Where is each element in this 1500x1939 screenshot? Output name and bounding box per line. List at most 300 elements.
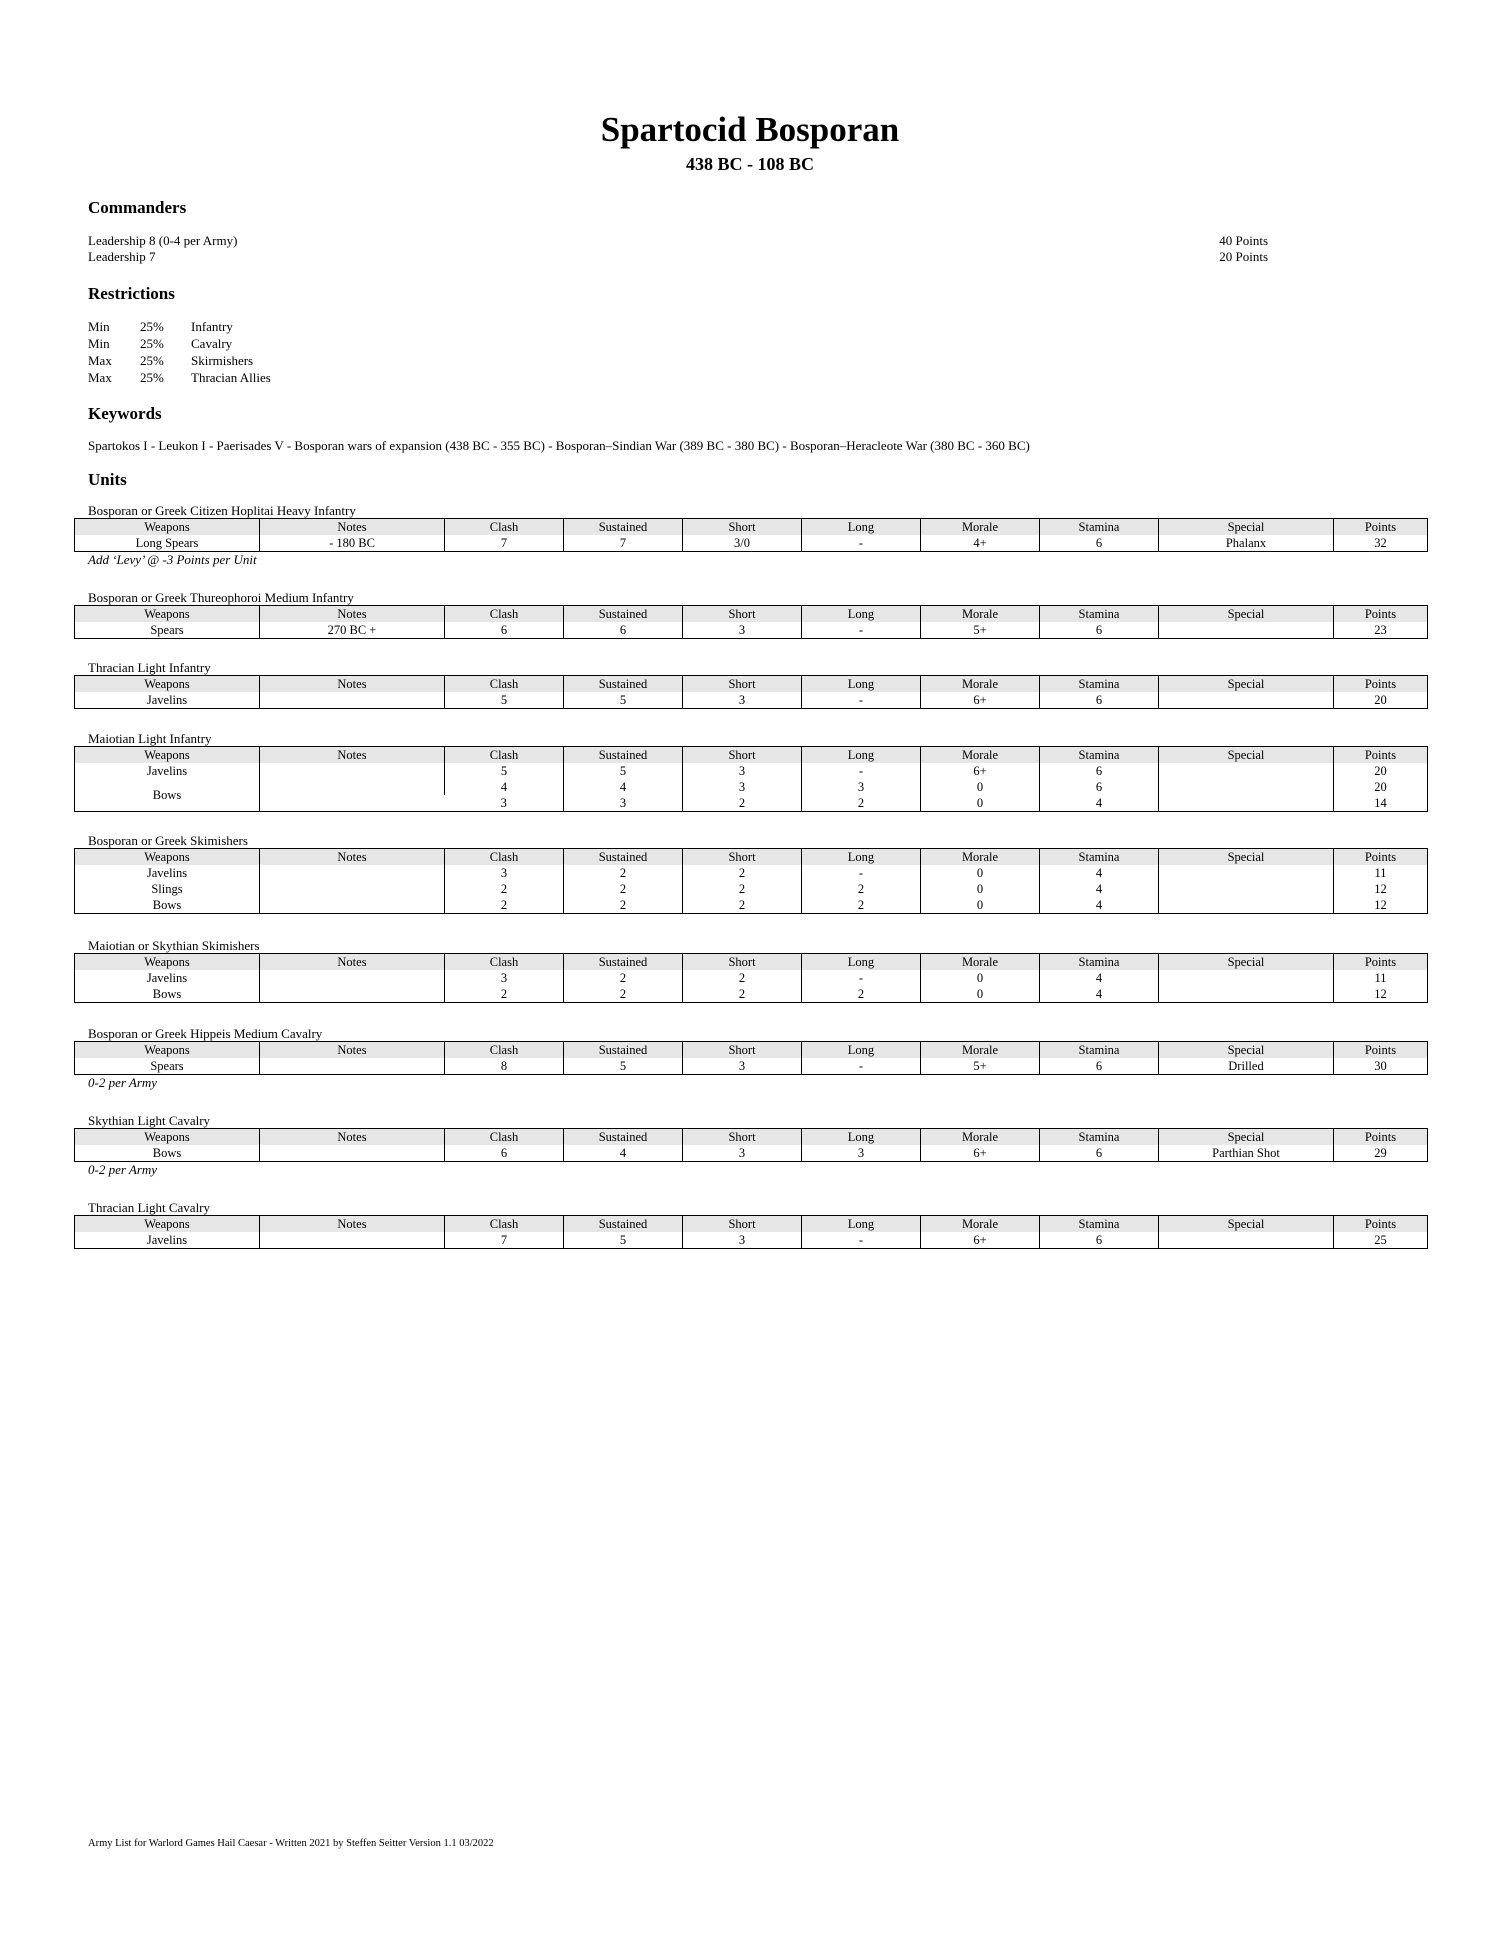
cell-weapons: Spears xyxy=(150,623,184,637)
cell-stamina: 6 xyxy=(1040,535,1159,552)
cell-morale: 6+ xyxy=(921,1232,1040,1249)
cell-sustained: 2 xyxy=(564,970,683,986)
restriction-percent: 25% xyxy=(140,336,164,351)
column-header-weapons: Weapons xyxy=(144,850,190,864)
cell-sustained: 5 xyxy=(564,763,683,779)
column-header-stamina: Stamina xyxy=(1040,954,1159,971)
cell-short: 3 xyxy=(683,1058,802,1075)
cell-points: 20 xyxy=(1334,763,1428,779)
cell-short: 3 xyxy=(683,763,802,779)
column-header-notes: Notes xyxy=(260,1129,445,1146)
column-header-clash: Clash xyxy=(445,1129,564,1146)
cell-short: 3 xyxy=(683,1145,802,1162)
cell-points: 23 xyxy=(1334,622,1428,639)
cell-clash: 3 xyxy=(445,970,564,986)
column-header-morale: Morale xyxy=(921,849,1040,866)
cell-notes xyxy=(260,1232,445,1249)
column-header-sustained: Sustained xyxy=(564,849,683,866)
cell-long: - xyxy=(802,1058,921,1075)
column-header-sustained: Sustained xyxy=(564,606,683,623)
cell-points: 11 xyxy=(1334,865,1428,881)
cell-special xyxy=(1159,692,1334,709)
commander-label: Leadership 7 xyxy=(88,249,156,264)
table-header-row xyxy=(75,747,1428,764)
cell-morale: 0 xyxy=(921,881,1040,897)
cell-special xyxy=(1159,881,1334,897)
cell-long: - xyxy=(802,622,921,639)
table-header-row xyxy=(75,954,1428,971)
cell-morale: 6+ xyxy=(921,763,1040,779)
column-header-notes: Notes xyxy=(260,606,445,623)
cell-points: 12 xyxy=(1334,897,1428,914)
table-row xyxy=(75,865,1428,881)
column-header-points: Points xyxy=(1334,954,1428,971)
column-header-special: Special xyxy=(1159,954,1334,971)
column-header-morale: Morale xyxy=(921,676,1040,693)
cell-stamina: 6 xyxy=(1040,779,1159,795)
column-header-stamina: Stamina xyxy=(1040,747,1159,764)
column-header-clash: Clash xyxy=(445,849,564,866)
page-title: Spartocid Bosporan xyxy=(600,110,900,149)
unit-name: Skythian Light Cavalry xyxy=(88,1113,211,1128)
column-header-long: Long xyxy=(802,747,921,764)
commander-points: 40 Points xyxy=(1219,233,1268,248)
column-header-clash: Clash xyxy=(445,676,564,693)
unit-block xyxy=(74,833,1428,914)
column-header-points: Points xyxy=(1334,849,1428,866)
cell-morale: 5+ xyxy=(921,622,1040,639)
cell-short: 2 xyxy=(683,881,802,897)
cell-notes xyxy=(260,897,445,914)
units-heading: Units xyxy=(88,470,127,489)
cell-morale: 0 xyxy=(921,795,1040,812)
column-header-special: Special xyxy=(1159,676,1334,693)
column-header-short: Short xyxy=(683,1216,802,1233)
cell-special xyxy=(1159,865,1334,881)
cell-sustained: 6 xyxy=(564,622,683,639)
cell-sustained: 5 xyxy=(564,692,683,709)
cell-long: 2 xyxy=(802,986,921,1003)
cell-notes: - 180 BC xyxy=(260,535,445,552)
cell-special xyxy=(1159,897,1334,914)
cell-long: - xyxy=(802,535,921,552)
unit-stats-table xyxy=(74,953,1428,1003)
cell-special: Phalanx xyxy=(1159,535,1334,552)
cell-clash: 2 xyxy=(445,881,564,897)
restriction-category: Skirmishers xyxy=(191,353,254,368)
cell-points: 32 xyxy=(1334,535,1428,552)
cell-weapons: Javelins xyxy=(146,764,188,778)
unit-block xyxy=(74,1200,1428,1249)
cell-sustained: 7 xyxy=(564,535,683,552)
column-header-special: Special xyxy=(1159,747,1334,764)
cell-weapons: Javelins xyxy=(146,971,188,985)
column-header-weapons: Weapons xyxy=(144,520,190,534)
cell-stamina: 4 xyxy=(1040,986,1159,1003)
cell-clash: 7 xyxy=(445,535,564,552)
column-header-sustained: Sustained xyxy=(564,676,683,693)
unit-stats-table xyxy=(74,848,1428,914)
restriction-type: Min xyxy=(88,319,110,334)
cell-special xyxy=(1159,970,1334,986)
restriction-type: Max xyxy=(88,353,112,368)
cell-weapons: Javelins xyxy=(146,866,188,880)
column-header-notes: Notes xyxy=(260,1042,445,1059)
cell-sustained: 2 xyxy=(564,986,683,1003)
cell-morale: 0 xyxy=(921,986,1040,1003)
table-row xyxy=(75,779,1428,795)
column-header-short: Short xyxy=(683,747,802,764)
cell-short: 3/0 xyxy=(683,535,802,552)
column-header-long: Long xyxy=(802,954,921,971)
commander-points: 20 Points xyxy=(1219,249,1268,264)
column-header-clash: Clash xyxy=(445,747,564,764)
column-header-clash: Clash xyxy=(445,1216,564,1233)
cell-special xyxy=(1159,986,1334,1003)
table-row xyxy=(75,692,1428,709)
column-header-sustained: Sustained xyxy=(564,747,683,764)
cell-notes xyxy=(260,763,445,779)
cell-stamina: 6 xyxy=(1040,622,1159,639)
cell-notes xyxy=(260,1145,445,1162)
table-row xyxy=(75,970,1428,986)
cell-stamina: 4 xyxy=(1040,865,1159,881)
restriction-type: Max xyxy=(88,370,112,385)
cell-clash: 6 xyxy=(445,1145,564,1162)
unit-block xyxy=(74,731,1428,812)
column-header-stamina: Stamina xyxy=(1040,849,1159,866)
cell-stamina: 6 xyxy=(1040,1232,1159,1249)
column-header-special: Special xyxy=(1159,1129,1334,1146)
unit-block xyxy=(74,660,1428,709)
cell-long: - xyxy=(802,865,921,881)
cell-morale: 0 xyxy=(921,779,1040,795)
cell-morale: 6+ xyxy=(921,1145,1040,1162)
cell-stamina: 4 xyxy=(1040,881,1159,897)
unit-block xyxy=(74,938,1428,1003)
keywords-heading: Keywords xyxy=(88,404,162,423)
column-header-special: Special xyxy=(1159,519,1334,536)
cell-weapons: Javelins xyxy=(146,693,188,707)
column-header-stamina: Stamina xyxy=(1040,676,1159,693)
cell-stamina: 4 xyxy=(1040,897,1159,914)
column-header-sustained: Sustained xyxy=(564,1129,683,1146)
cell-weapons: Bows xyxy=(152,1146,182,1160)
cell-stamina: 6 xyxy=(1040,1058,1159,1075)
cell-long: 3 xyxy=(802,1145,921,1162)
column-header-notes: Notes xyxy=(260,849,445,866)
cell-points: 20 xyxy=(1334,692,1428,709)
cell-notes xyxy=(260,779,445,812)
page-subtitle-date-range: 438 BC - 108 BC xyxy=(685,154,814,174)
unit-stats-table xyxy=(74,1041,1428,1075)
cell-long: - xyxy=(802,763,921,779)
cell-short: 3 xyxy=(683,779,802,795)
commander-row xyxy=(88,249,1380,265)
column-header-long: Long xyxy=(802,1042,921,1059)
cell-special xyxy=(1159,1232,1334,1249)
cell-special xyxy=(1159,763,1334,779)
column-header-long: Long xyxy=(802,1216,921,1233)
column-header-notes: Notes xyxy=(260,1216,445,1233)
column-header-stamina: Stamina xyxy=(1040,1216,1159,1233)
column-header-special: Special xyxy=(1159,849,1334,866)
cell-clash: 6 xyxy=(445,622,564,639)
column-header-stamina: Stamina xyxy=(1040,1042,1159,1059)
unit-name: Bosporan or Greek Skimishers xyxy=(88,833,248,848)
cell-notes xyxy=(260,865,445,881)
cell-weapons: Bows xyxy=(152,898,182,912)
column-header-stamina: Stamina xyxy=(1040,1129,1159,1146)
column-header-short: Short xyxy=(683,849,802,866)
cell-clash: 5 xyxy=(445,692,564,709)
cell-notes xyxy=(260,986,445,1003)
table-row xyxy=(75,1058,1428,1075)
column-header-points: Points xyxy=(1334,606,1428,623)
table-row xyxy=(75,986,1428,1003)
cell-sustained: 2 xyxy=(564,881,683,897)
column-header-weapons: Weapons xyxy=(144,1217,190,1231)
cell-points: 11 xyxy=(1334,970,1428,986)
column-header-long: Long xyxy=(802,849,921,866)
cell-long: - xyxy=(802,970,921,986)
cell-stamina: 6 xyxy=(1040,692,1159,709)
unit-name: Maiotian Light Infantry xyxy=(88,731,212,746)
table-header-row xyxy=(75,1042,1428,1059)
footer-text: Army List for Warlord Games Hail Caesar - Written 2021 by Steffen Seitter Version 1.1 03/2022 xyxy=(88,1838,494,1849)
column-header-points: Points xyxy=(1334,1042,1428,1059)
column-header-short: Short xyxy=(683,1042,802,1059)
cell-stamina: 6 xyxy=(1040,763,1159,779)
cell-clash: 3 xyxy=(445,865,564,881)
column-header-morale: Morale xyxy=(921,1216,1040,1233)
column-header-morale: Morale xyxy=(921,1129,1040,1146)
cell-morale: 0 xyxy=(921,897,1040,914)
unit-note: 0-2 per Army xyxy=(88,1075,158,1090)
unit-stats-table xyxy=(74,518,1428,552)
keywords-text: Spartokos I - Leukon I - Paerisades V - Bosporan wars of expansion (438 BC - 355 BC) - Bosporan–Sindian War (389 BC - 380 BC) - Bosporan–Heracleote War (380 BC - 360 BC) xyxy=(88,438,1030,453)
cell-special xyxy=(1159,779,1334,795)
cell-points: 25 xyxy=(1334,1232,1428,1249)
column-header-morale: Morale xyxy=(921,606,1040,623)
restriction-percent: 25% xyxy=(140,370,164,385)
table-row xyxy=(75,1145,1428,1162)
cell-weapons: Long Spears xyxy=(135,536,199,550)
cell-long: 2 xyxy=(802,881,921,897)
column-header-morale: Morale xyxy=(921,1042,1040,1059)
column-header-long: Long xyxy=(802,676,921,693)
column-header-clash: Clash xyxy=(445,519,564,536)
column-header-weapons: Weapons xyxy=(144,955,190,969)
table-header-row xyxy=(75,606,1428,623)
column-header-notes: Notes xyxy=(260,519,445,536)
restriction-type: Min xyxy=(88,336,110,351)
cell-points: 12 xyxy=(1334,881,1428,897)
restriction-percent: 25% xyxy=(140,319,164,334)
cell-sustained: 4 xyxy=(564,779,683,795)
cell-weapons: Slings xyxy=(151,882,183,896)
table-row xyxy=(75,535,1428,552)
cell-weapons: Bows xyxy=(152,987,182,1001)
commander-label: Leadership 8 (0-4 per Army) xyxy=(88,233,238,248)
column-header-morale: Morale xyxy=(921,954,1040,971)
cell-sustained: 4 xyxy=(564,1145,683,1162)
cell-points: 12 xyxy=(1334,986,1428,1003)
column-header-sustained: Sustained xyxy=(564,1216,683,1233)
table-header-row xyxy=(75,676,1428,693)
cell-sustained: 2 xyxy=(564,865,683,881)
cell-short: 2 xyxy=(683,970,802,986)
cell-clash: 8 xyxy=(445,1058,564,1075)
cell-special xyxy=(1159,795,1334,812)
table-header-row xyxy=(75,1129,1428,1146)
table-header-row xyxy=(75,849,1428,866)
column-header-weapons: Weapons xyxy=(144,1130,190,1144)
cell-short: 2 xyxy=(683,897,802,914)
unit-stats-table xyxy=(74,605,1428,639)
column-header-weapons: Weapons xyxy=(144,677,190,691)
cell-long: 2 xyxy=(802,795,921,812)
column-header-short: Short xyxy=(683,519,802,536)
cell-short: 2 xyxy=(683,795,802,812)
column-header-stamina: Stamina xyxy=(1040,606,1159,623)
cell-long: 3 xyxy=(802,779,921,795)
column-header-special: Special xyxy=(1159,1042,1334,1059)
column-header-long: Long xyxy=(802,606,921,623)
column-header-morale: Morale xyxy=(921,747,1040,764)
column-header-short: Short xyxy=(683,954,802,971)
cell-special: Parthian Shot xyxy=(1159,1145,1334,1162)
column-header-stamina: Stamina xyxy=(1040,519,1159,536)
restriction-category: Infantry xyxy=(191,319,233,334)
cell-long: - xyxy=(802,692,921,709)
restriction-percent: 25% xyxy=(140,353,164,368)
cell-notes xyxy=(260,1058,445,1075)
column-header-special: Special xyxy=(1159,1216,1334,1233)
cell-stamina: 4 xyxy=(1040,970,1159,986)
column-header-short: Short xyxy=(683,1129,802,1146)
cell-clash: 2 xyxy=(445,986,564,1003)
cell-special xyxy=(1159,622,1334,639)
cell-short: 3 xyxy=(683,1232,802,1249)
unit-name: Thracian Light Infantry xyxy=(88,660,211,675)
column-header-points: Points xyxy=(1334,519,1428,536)
cell-morale: 0 xyxy=(921,865,1040,881)
unit-stats-table xyxy=(74,746,1428,812)
column-header-long: Long xyxy=(802,519,921,536)
cell-clash: 5 xyxy=(445,763,564,779)
column-header-weapons: Weapons xyxy=(144,607,190,621)
cell-special: Drilled xyxy=(1159,1058,1334,1075)
unit-name: Bosporan or Greek Hippeis Medium Cavalry xyxy=(88,1026,323,1041)
column-header-weapons: Weapons xyxy=(144,748,190,762)
column-header-notes: Notes xyxy=(260,747,445,764)
cell-sustained: 2 xyxy=(564,897,683,914)
commanders-heading: Commanders xyxy=(88,198,187,217)
column-header-clash: Clash xyxy=(445,1042,564,1059)
unit-stats-table xyxy=(74,675,1428,709)
table-row xyxy=(75,622,1428,639)
cell-morale: 0 xyxy=(921,970,1040,986)
unit-stats-table xyxy=(74,1215,1428,1249)
restriction-category: Cavalry xyxy=(191,336,233,351)
cell-clash: 2 xyxy=(445,897,564,914)
cell-clash: 7 xyxy=(445,1232,564,1249)
cell-long: - xyxy=(802,1232,921,1249)
column-header-clash: Clash xyxy=(445,606,564,623)
cell-points: 29 xyxy=(1334,1145,1428,1162)
column-header-clash: Clash xyxy=(445,954,564,971)
cell-clash: 4 xyxy=(445,779,564,795)
column-header-morale: Morale xyxy=(921,519,1040,536)
cell-short: 2 xyxy=(683,986,802,1003)
unit-block xyxy=(74,503,1428,568)
cell-sustained: 5 xyxy=(564,1058,683,1075)
cell-weapons: Bows xyxy=(152,788,182,802)
unit-name: Bosporan or Greek Citizen Hoplitai Heavy Infantry xyxy=(88,503,356,518)
unit-note: 0-2 per Army xyxy=(88,1162,158,1177)
cell-weapons: Spears xyxy=(150,1059,184,1073)
cell-clash: 3 xyxy=(500,796,507,810)
cell-morale: 4+ xyxy=(921,535,1040,552)
unit-block xyxy=(74,1026,1428,1091)
cell-short: 2 xyxy=(683,865,802,881)
column-header-special: Special xyxy=(1159,606,1334,623)
unit-block xyxy=(74,590,1428,639)
cell-notes: 270 BC + xyxy=(260,622,445,639)
cell-stamina: 4 xyxy=(1040,795,1159,812)
cell-stamina: 6 xyxy=(1040,1145,1159,1162)
cell-weapons: Javelins xyxy=(146,1233,188,1247)
cell-short: 3 xyxy=(683,692,802,709)
table-row xyxy=(75,881,1428,897)
table-row xyxy=(75,1232,1428,1249)
column-header-long: Long xyxy=(802,1129,921,1146)
table-row xyxy=(75,897,1428,914)
unit-note: Add ‘Levy’ @ -3 Points per Unit xyxy=(88,552,257,567)
table-header-row xyxy=(75,519,1428,536)
column-header-points: Points xyxy=(1334,747,1428,764)
column-header-sustained: Sustained xyxy=(564,519,683,536)
cell-points: 14 xyxy=(1334,795,1428,812)
cell-long: 2 xyxy=(802,897,921,914)
unit-name: Thracian Light Cavalry xyxy=(88,1200,211,1215)
unit-block xyxy=(74,1113,1428,1178)
column-header-short: Short xyxy=(683,606,802,623)
cell-short: 3 xyxy=(683,622,802,639)
column-header-points: Points xyxy=(1334,1129,1428,1146)
cell-points: 30 xyxy=(1334,1058,1428,1075)
unit-stats-table xyxy=(74,1128,1428,1162)
restrictions-heading: Restrictions xyxy=(88,284,175,303)
table-row xyxy=(75,763,1428,779)
column-header-weapons: Weapons xyxy=(144,1043,190,1057)
column-header-sustained: Sustained xyxy=(564,1042,683,1059)
unit-name: Maiotian or Skythian Skimishers xyxy=(88,938,260,953)
cell-morale: 6+ xyxy=(921,692,1040,709)
column-header-points: Points xyxy=(1334,1216,1428,1233)
cell-notes xyxy=(260,881,445,897)
table-header-row xyxy=(75,1216,1428,1233)
unit-name: Bosporan or Greek Thureophoroi Medium Infantry xyxy=(88,590,354,605)
column-header-short: Short xyxy=(683,676,802,693)
cell-sustained: 5 xyxy=(564,1232,683,1249)
restriction-category: Thracian Allies xyxy=(191,370,271,385)
cell-points: 20 xyxy=(1334,779,1428,795)
cell-notes xyxy=(260,970,445,986)
column-header-notes: Notes xyxy=(260,954,445,971)
column-header-sustained: Sustained xyxy=(564,954,683,971)
